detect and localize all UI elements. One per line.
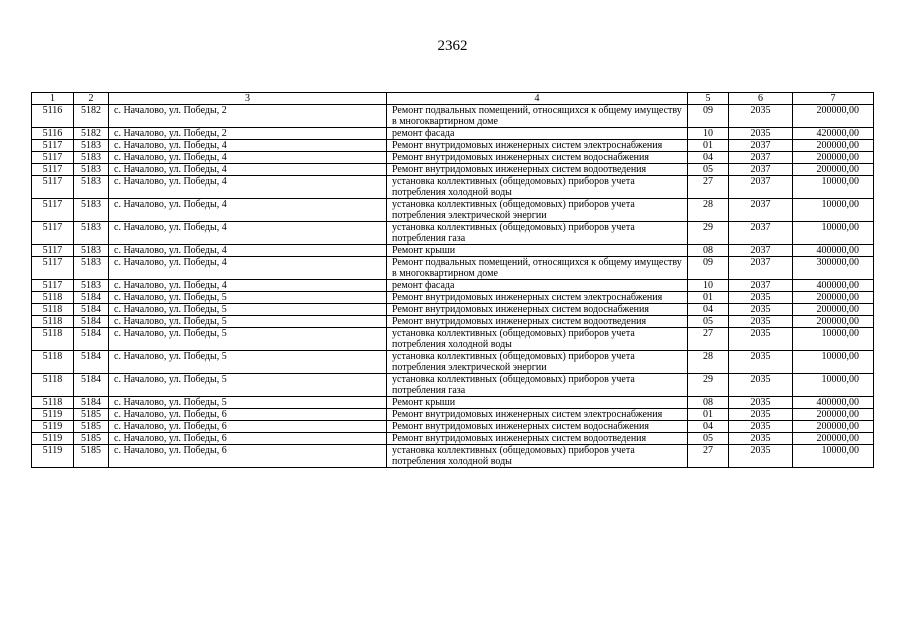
object-code-cell: 5117 bbox=[32, 152, 74, 164]
table-row bbox=[32, 328, 874, 351]
address-cell: с. Началово, ул. Победы, 5 bbox=[109, 374, 387, 397]
table-body bbox=[32, 93, 874, 468]
object-code-cell: 5118 bbox=[32, 397, 74, 409]
service-code-cell: 09 bbox=[688, 105, 729, 128]
repair-registry-table bbox=[31, 92, 874, 468]
object-code-cell: 5117 bbox=[32, 222, 74, 245]
address-cell: с. Началово, ул. Победы, 5 bbox=[109, 304, 387, 316]
header-row bbox=[32, 93, 874, 105]
service-code-cell: 10 bbox=[688, 280, 729, 292]
work-type-cell: установка коллективных (общедомовых) приборов учета потребления газа bbox=[387, 222, 688, 245]
page-number: 2362 bbox=[437, 38, 468, 54]
cost-cell: 400000,00 bbox=[793, 245, 874, 257]
work-type-cell: Ремонт внутридомовых инженерных систем водоснабжения bbox=[387, 304, 688, 316]
cost-cell: 200000,00 bbox=[793, 105, 874, 128]
work-type-cell: установка коллективных (общедомовых) приборов учета потребления газа bbox=[387, 374, 688, 397]
service-code-cell: 27 bbox=[688, 328, 729, 351]
table-row bbox=[32, 445, 874, 468]
cost-cell: 200000,00 bbox=[793, 421, 874, 433]
house-code-cell: 5183 bbox=[74, 152, 109, 164]
plan-year-cell: 2035 bbox=[729, 316, 793, 328]
plan-year-cell: 2037 bbox=[729, 164, 793, 176]
work-type-cell: Ремонт подвальных помещений, относящихся к общему имуществу в многоквартирном доме bbox=[387, 105, 688, 128]
plan-year-cell: 2035 bbox=[729, 304, 793, 316]
work-type-cell: Ремонт внутридомовых инженерных систем водоснабжения bbox=[387, 152, 688, 164]
table-row bbox=[32, 128, 874, 140]
service-code-cell: 29 bbox=[688, 222, 729, 245]
work-type-cell: установка коллективных (общедомовых) приборов учета потребления электрической энергии bbox=[387, 351, 688, 374]
house-code-cell: 5183 bbox=[74, 140, 109, 152]
cost-cell: 200000,00 bbox=[793, 304, 874, 316]
object-code-cell: 5117 bbox=[32, 199, 74, 222]
plan-year-cell: 2035 bbox=[729, 351, 793, 374]
cost-cell: 300000,00 bbox=[793, 257, 874, 280]
work-type-cell: Ремонт крыши bbox=[387, 245, 688, 257]
house-code-cell: 5182 bbox=[74, 105, 109, 128]
object-code-cell: 5119 bbox=[32, 445, 74, 468]
service-code-cell: 05 bbox=[688, 164, 729, 176]
cost-cell: 10000,00 bbox=[793, 445, 874, 468]
service-code-cell: 28 bbox=[688, 199, 729, 222]
house-code-cell: 5183 bbox=[74, 222, 109, 245]
work-type-cell: установка коллективных (общедомовых) приборов учета потребления холодной воды bbox=[387, 328, 688, 351]
table-row bbox=[32, 176, 874, 199]
house-code-cell: 5184 bbox=[74, 351, 109, 374]
object-code-cell: 5117 bbox=[32, 245, 74, 257]
house-code-cell: 5183 bbox=[74, 280, 109, 292]
table-row bbox=[32, 164, 874, 176]
house-code-cell: 5184 bbox=[74, 397, 109, 409]
object-code-cell: 5118 bbox=[32, 292, 74, 304]
plan-year-cell: 2037 bbox=[729, 152, 793, 164]
service-code-cell: 01 bbox=[688, 409, 729, 421]
work-type-cell: ремонт фасада bbox=[387, 128, 688, 140]
address-cell: с. Началово, ул. Победы, 4 bbox=[109, 222, 387, 245]
service-code-cell: 08 bbox=[688, 397, 729, 409]
plan-year-cell: 2037 bbox=[729, 199, 793, 222]
plan-year-cell: 2037 bbox=[729, 222, 793, 245]
plan-year-cell: 2035 bbox=[729, 421, 793, 433]
service-code-cell: 27 bbox=[688, 445, 729, 468]
table-row bbox=[32, 409, 874, 421]
service-code-cell: 01 bbox=[688, 140, 729, 152]
table-row bbox=[32, 397, 874, 409]
house-code-cell: 5184 bbox=[74, 328, 109, 351]
cost-cell: 200000,00 bbox=[793, 164, 874, 176]
work-type-cell: Ремонт крыши bbox=[387, 397, 688, 409]
plan-year-cell: 2035 bbox=[729, 397, 793, 409]
table-row bbox=[32, 140, 874, 152]
work-type-cell: Ремонт внутридомовых инженерных систем водоотведения bbox=[387, 433, 688, 445]
table-row bbox=[32, 280, 874, 292]
column-number-2: 2 bbox=[74, 93, 109, 105]
cost-cell: 200000,00 bbox=[793, 433, 874, 445]
cost-cell: 200000,00 bbox=[793, 316, 874, 328]
service-code-cell: 10 bbox=[688, 128, 729, 140]
table-row bbox=[32, 292, 874, 304]
house-code-cell: 5184 bbox=[74, 292, 109, 304]
address-cell: с. Началово, ул. Победы, 2 bbox=[109, 105, 387, 128]
house-code-cell: 5183 bbox=[74, 199, 109, 222]
house-code-cell: 5185 bbox=[74, 421, 109, 433]
house-code-cell: 5183 bbox=[74, 257, 109, 280]
house-code-cell: 5182 bbox=[74, 128, 109, 140]
address-cell: с. Началово, ул. Победы, 6 bbox=[109, 409, 387, 421]
cost-cell: 400000,00 bbox=[793, 397, 874, 409]
service-code-cell: 04 bbox=[688, 152, 729, 164]
address-cell: с. Началово, ул. Победы, 4 bbox=[109, 199, 387, 222]
table-row bbox=[32, 374, 874, 397]
address-cell: с. Началово, ул. Победы, 4 bbox=[109, 257, 387, 280]
address-cell: с. Началово, ул. Победы, 4 bbox=[109, 176, 387, 199]
object-code-cell: 5118 bbox=[32, 328, 74, 351]
object-code-cell: 5116 bbox=[32, 105, 74, 128]
work-type-cell: Ремонт подвальных помещений, относящихся к общему имуществу в многоквартирном доме bbox=[387, 257, 688, 280]
service-code-cell: 01 bbox=[688, 292, 729, 304]
service-code-cell: 29 bbox=[688, 374, 729, 397]
cost-cell: 10000,00 bbox=[793, 374, 874, 397]
plan-year-cell: 2035 bbox=[729, 445, 793, 468]
address-cell: с. Началово, ул. Победы, 6 bbox=[109, 421, 387, 433]
column-number-7: 7 bbox=[793, 93, 874, 105]
object-code-cell: 5117 bbox=[32, 164, 74, 176]
house-code-cell: 5184 bbox=[74, 374, 109, 397]
house-code-cell: 5184 bbox=[74, 304, 109, 316]
cost-cell: 10000,00 bbox=[793, 328, 874, 351]
house-code-cell: 5184 bbox=[74, 316, 109, 328]
service-code-cell: 05 bbox=[688, 316, 729, 328]
cost-cell: 200000,00 bbox=[793, 292, 874, 304]
cost-cell: 10000,00 bbox=[793, 222, 874, 245]
service-code-cell: 05 bbox=[688, 433, 729, 445]
address-cell: с. Началово, ул. Победы, 5 bbox=[109, 328, 387, 351]
work-type-cell: Ремонт внутридомовых инженерных систем водоснабжения bbox=[387, 421, 688, 433]
service-code-cell: 04 bbox=[688, 421, 729, 433]
cost-cell: 10000,00 bbox=[793, 351, 874, 374]
service-code-cell: 27 bbox=[688, 176, 729, 199]
cost-cell: 10000,00 bbox=[793, 199, 874, 222]
plan-year-cell: 2035 bbox=[729, 433, 793, 445]
work-type-cell: Ремонт внутридомовых инженерных систем водоотведения bbox=[387, 316, 688, 328]
work-type-cell: установка коллективных (общедомовых) приборов учета потребления электрической энергии bbox=[387, 199, 688, 222]
object-code-cell: 5117 bbox=[32, 280, 74, 292]
address-cell: с. Началово, ул. Победы, 4 bbox=[109, 245, 387, 257]
address-cell: с. Началово, ул. Победы, 4 bbox=[109, 164, 387, 176]
table-row bbox=[32, 222, 874, 245]
work-type-cell: установка коллективных (общедомовых) приборов учета потребления холодной воды bbox=[387, 445, 688, 468]
object-code-cell: 5117 bbox=[32, 257, 74, 280]
object-code-cell: 5118 bbox=[32, 351, 74, 374]
plan-year-cell: 2035 bbox=[729, 409, 793, 421]
house-code-cell: 5183 bbox=[74, 245, 109, 257]
object-code-cell: 5116 bbox=[32, 128, 74, 140]
plan-year-cell: 2035 bbox=[729, 374, 793, 397]
object-code-cell: 5118 bbox=[32, 304, 74, 316]
address-cell: с. Началово, ул. Победы, 6 bbox=[109, 433, 387, 445]
work-type-cell: Ремонт внутридомовых инженерных систем электроснабжения bbox=[387, 292, 688, 304]
work-type-cell: Ремонт внутридомовых инженерных систем электроснабжения bbox=[387, 140, 688, 152]
plan-year-cell: 2035 bbox=[729, 128, 793, 140]
table-row bbox=[32, 304, 874, 316]
table-row bbox=[32, 245, 874, 257]
object-code-cell: 5118 bbox=[32, 374, 74, 397]
object-code-cell: 5119 bbox=[32, 409, 74, 421]
column-number-5: 5 bbox=[688, 93, 729, 105]
object-code-cell: 5117 bbox=[32, 176, 74, 199]
address-cell: с. Началово, ул. Победы, 6 bbox=[109, 445, 387, 468]
address-cell: с. Началово, ул. Победы, 5 bbox=[109, 316, 387, 328]
column-number-3: 3 bbox=[109, 93, 387, 105]
service-code-cell: 04 bbox=[688, 304, 729, 316]
plan-year-cell: 2037 bbox=[729, 176, 793, 199]
cost-cell: 200000,00 bbox=[793, 409, 874, 421]
column-number-4: 4 bbox=[387, 93, 688, 105]
object-code-cell: 5119 bbox=[32, 433, 74, 445]
service-code-cell: 08 bbox=[688, 245, 729, 257]
address-cell: с. Началово, ул. Победы, 4 bbox=[109, 140, 387, 152]
house-code-cell: 5185 bbox=[74, 445, 109, 468]
house-code-cell: 5185 bbox=[74, 433, 109, 445]
column-number-6: 6 bbox=[729, 93, 793, 105]
address-cell: с. Началово, ул. Победы, 4 bbox=[109, 152, 387, 164]
plan-year-cell: 2035 bbox=[729, 292, 793, 304]
work-type-cell: Ремонт внутридомовых инженерных систем водоотведения bbox=[387, 164, 688, 176]
cost-cell: 10000,00 bbox=[793, 176, 874, 199]
service-code-cell: 28 bbox=[688, 351, 729, 374]
house-code-cell: 5183 bbox=[74, 164, 109, 176]
cost-cell: 200000,00 bbox=[793, 140, 874, 152]
object-code-cell: 5119 bbox=[32, 421, 74, 433]
plan-year-cell: 2037 bbox=[729, 280, 793, 292]
table-row bbox=[32, 105, 874, 128]
plan-year-cell: 2035 bbox=[729, 328, 793, 351]
address-cell: с. Началово, ул. Победы, 5 bbox=[109, 397, 387, 409]
address-cell: с. Началово, ул. Победы, 2 bbox=[109, 128, 387, 140]
object-code-cell: 5118 bbox=[32, 316, 74, 328]
work-type-cell: установка коллективных (общедомовых) приборов учета потребления холодной воды bbox=[387, 176, 688, 199]
plan-year-cell: 2037 bbox=[729, 257, 793, 280]
table-row bbox=[32, 257, 874, 280]
house-code-cell: 5183 bbox=[74, 176, 109, 199]
service-code-cell: 09 bbox=[688, 257, 729, 280]
table-row bbox=[32, 421, 874, 433]
plan-year-cell: 2037 bbox=[729, 140, 793, 152]
cost-cell: 400000,00 bbox=[793, 280, 874, 292]
column-number-1: 1 bbox=[32, 93, 74, 105]
cost-cell: 200000,00 bbox=[793, 152, 874, 164]
address-cell: с. Началово, ул. Победы, 4 bbox=[109, 280, 387, 292]
table-row bbox=[32, 199, 874, 222]
work-type-cell: Ремонт внутридомовых инженерных систем электроснабжения bbox=[387, 409, 688, 421]
work-type-cell: ремонт фасада bbox=[387, 280, 688, 292]
address-cell: с. Началово, ул. Победы, 5 bbox=[109, 351, 387, 374]
table-row bbox=[32, 152, 874, 164]
house-code-cell: 5185 bbox=[74, 409, 109, 421]
address-cell: с. Началово, ул. Победы, 5 bbox=[109, 292, 387, 304]
cost-cell: 420000,00 bbox=[793, 128, 874, 140]
table-row bbox=[32, 433, 874, 445]
object-code-cell: 5117 bbox=[32, 140, 74, 152]
table-row bbox=[32, 316, 874, 328]
table-row bbox=[32, 351, 874, 374]
plan-year-cell: 2037 bbox=[729, 245, 793, 257]
plan-year-cell: 2035 bbox=[729, 105, 793, 128]
